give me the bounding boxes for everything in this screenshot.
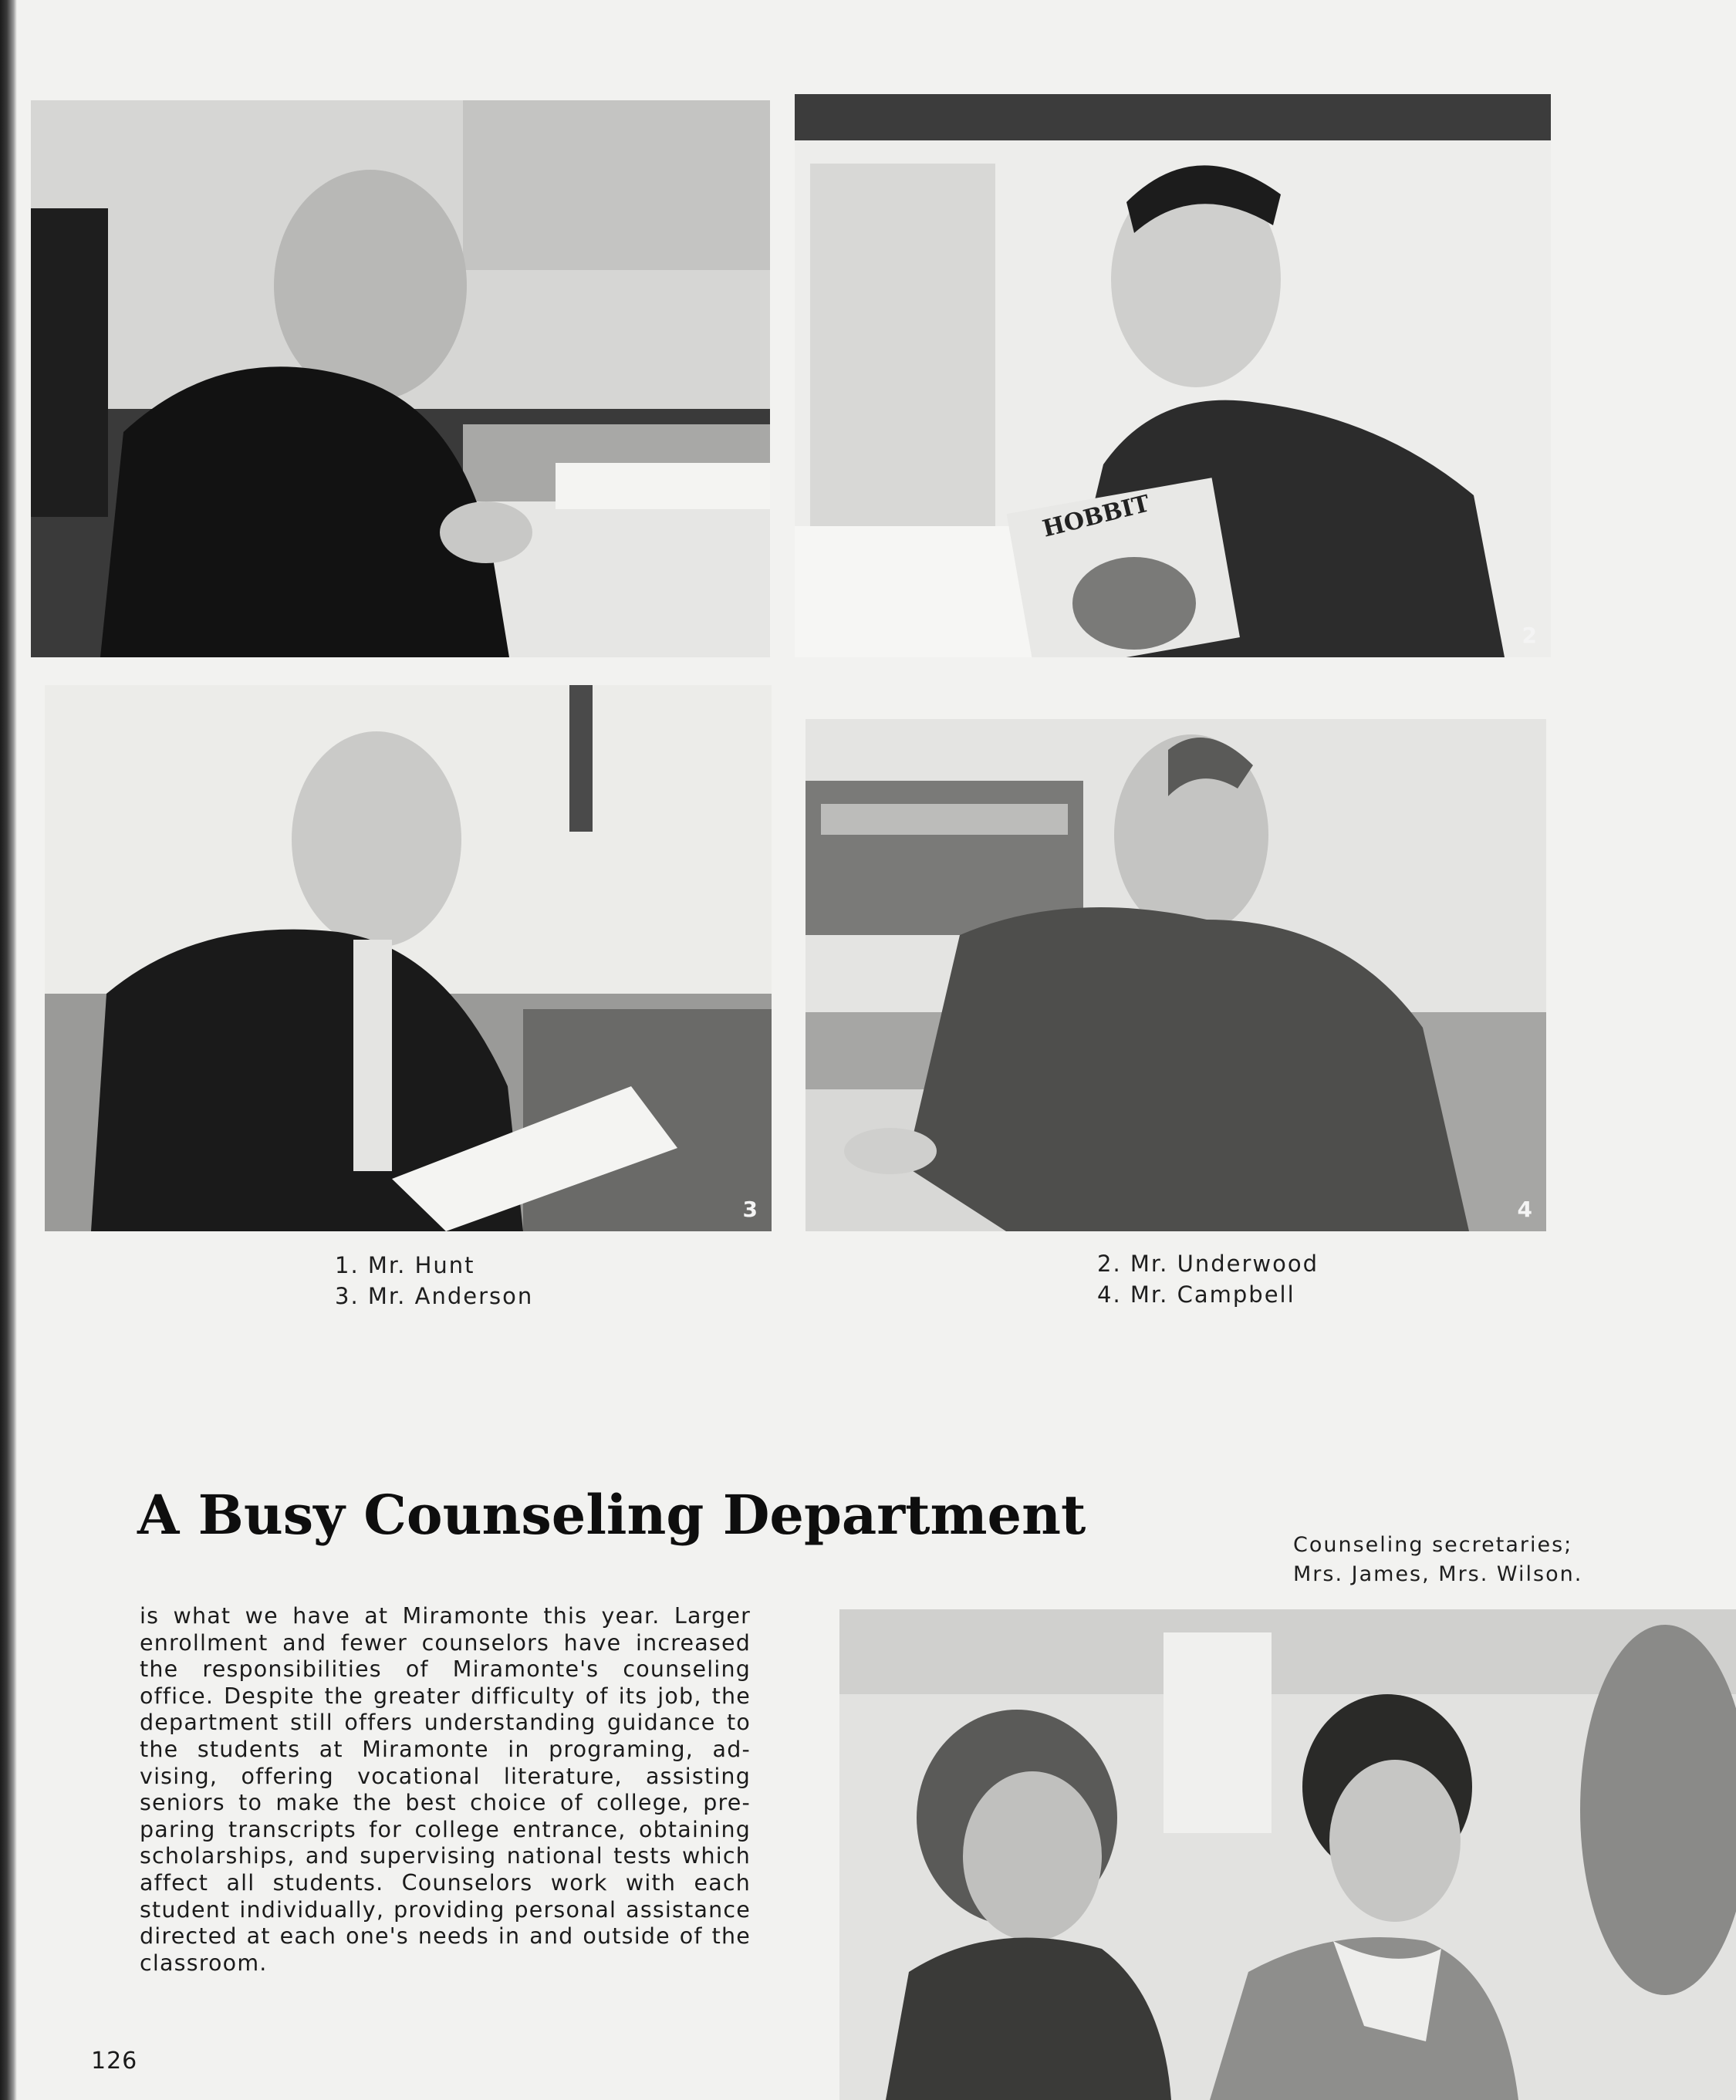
page-number: 126: [91, 2048, 138, 2075]
photo-counseling-secretaries: [839, 1609, 1736, 2100]
photo-mr-underwood: [795, 94, 1551, 657]
article-body: is what we have at Miramonte this year. Larger enrollment and fewer counselors have increased the responsibilities of Miramonte's counseling office. Despite the greater difficulty of its job, the department still offers understanding guidance to the students at Miramonte in programing, ad- vising, offering vocational literature, assisting seniors to make the best choice of college, pre- paring transcripts for college entrance, obtaining scholarships, and supervising national tests which affect all students. Counselors work with each student individually, providing personal assistance directed at each one's needs in and outside of the classroom.: [140, 1603, 751, 1976]
photo-mr-hunt-image: [31, 100, 770, 657]
secretaries-caption-line-1: Counseling secretaries;: [1293, 1533, 1573, 1557]
photo-mr-hunt: [31, 100, 770, 657]
caption-mr-campbell: 4. Mr. Campbell: [1097, 1281, 1295, 1308]
photo-mr-anderson-image: [45, 685, 772, 1231]
photo-mr-underwood-image: [795, 94, 1551, 657]
secretaries-caption-line-2: Mrs. James, Mrs. Wilson.: [1293, 1562, 1583, 1586]
page-title: A Busy Counseling Department: [137, 1483, 1086, 1547]
caption-left: [335, 1250, 533, 1312]
photo-mr-campbell: [806, 719, 1546, 1231]
photo-number: 4: [1517, 1197, 1532, 1222]
caption-mr-underwood: 2. Mr. Underwood: [1097, 1251, 1319, 1277]
page-binding-edge: [0, 0, 17, 2100]
caption-mr-anderson: 3. Mr. Anderson: [335, 1283, 534, 1309]
secretaries-caption: [1293, 1531, 1582, 1589]
caption-right: [1097, 1248, 1319, 1310]
hobbit-book-title: HOBBIT: [1039, 490, 1153, 543]
photo-number: 2: [1522, 623, 1537, 648]
caption-mr-hunt: 1. Mr. Hunt: [335, 1252, 475, 1278]
photo-number: 3: [742, 1197, 758, 1222]
photo-mr-campbell-image: [806, 719, 1546, 1231]
photo-mr-anderson: [45, 685, 772, 1231]
photo-counseling-secretaries-image: [839, 1609, 1736, 2100]
